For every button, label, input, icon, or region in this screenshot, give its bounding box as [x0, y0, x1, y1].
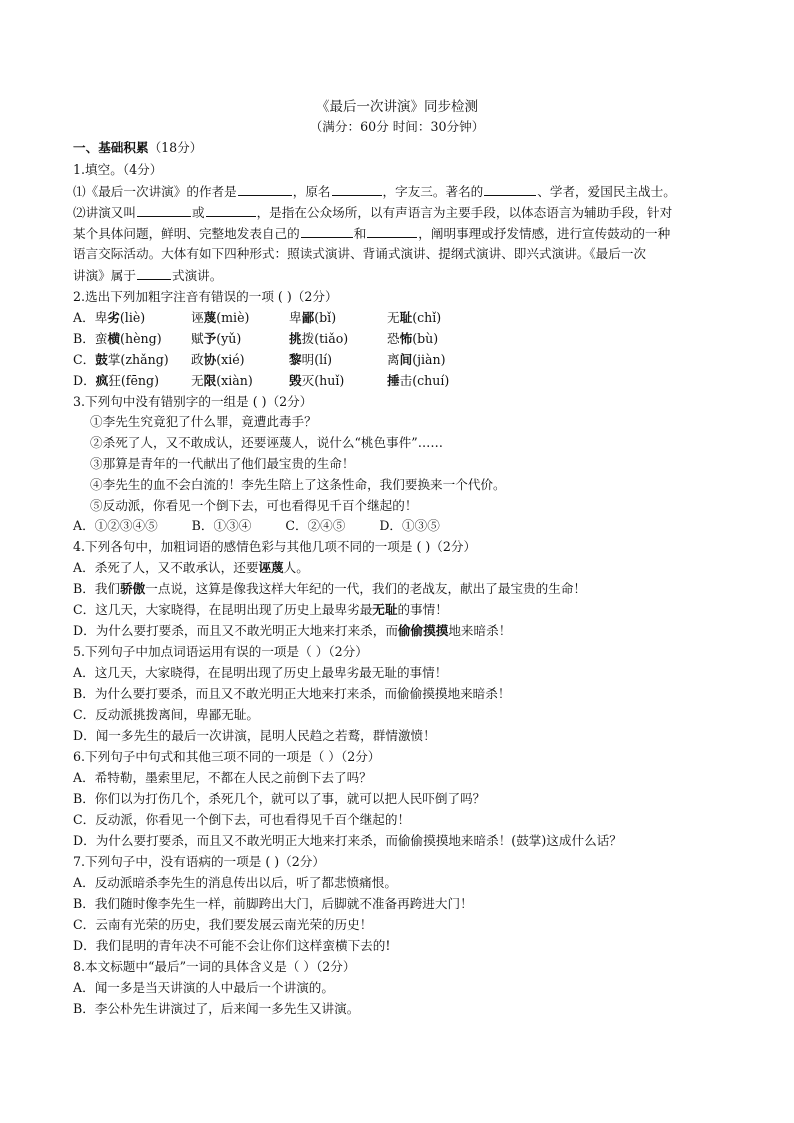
- bold-char: 鼓: [95, 352, 108, 367]
- answer-blank[interactable]: [301, 224, 353, 238]
- q4-option-d[interactable]: [73, 622, 511, 640]
- q4-stem: 4.下列各句中，加粗词语的感情色彩与其他几项不同的一项是 ( )（2分）: [73, 539, 477, 554]
- answer-blank[interactable]: [206, 203, 256, 217]
- page-subtitle: （满分：60分 时间：30分钟）: [309, 119, 485, 134]
- pinyin: 灭(huǐ): [301, 373, 345, 388]
- q7-option-c[interactable]: C．云南有光荣的历史，我们要发展云南光荣的历史！: [73, 917, 373, 932]
- option-text: 地来暗杀！: [448, 623, 512, 638]
- option-text: C．这几天，大家晓得，在昆明出现了历史上最卑劣最: [73, 602, 373, 617]
- q1-p2-text-a: ⑵讲演又叫: [73, 205, 136, 220]
- q1-p2-line4b: 式演讲。: [171, 268, 223, 283]
- pinyin: (liè): [119, 310, 146, 325]
- q4-option-b[interactable]: [73, 580, 586, 598]
- pinyin: (jiàn): [412, 352, 446, 367]
- option-label: C．: [73, 352, 96, 367]
- pinyin: (xiàn): [216, 373, 253, 388]
- q1-p2-line2b: 和: [353, 226, 367, 241]
- option-text: 一点说，这算是像我这样大年纪的一代，我们的老战友，献出了最宝贵的生命！: [145, 581, 587, 596]
- q1-p1-text-d: 、学者，爱国民主战士。: [537, 184, 676, 199]
- pinyin: (chǐ): [412, 310, 442, 325]
- pinyin: (bǐ): [314, 310, 337, 325]
- option-text: 的事情！: [397, 602, 448, 617]
- option-text: A．杀死了人，又不敢承认，还要: [73, 560, 259, 575]
- pinyin: (bù): [412, 331, 439, 346]
- option-a[interactable]: A．①②③④⑤: [73, 518, 158, 533]
- word-text: 无: [387, 310, 400, 325]
- bold-char: 间: [399, 352, 413, 367]
- q1-stem: 1.填空。（4分）: [73, 162, 163, 177]
- q6-option-d[interactable]: D．为什么要打要杀，而且又不敢光明正大地来打来杀，而偷偷摸摸地来暗杀！(鼓掌)这成什么话？: [73, 833, 622, 848]
- q6-option-c[interactable]: C．反动派，你看见一个倒下去，可也看得见千百个继起的！: [73, 812, 411, 827]
- option-item: [289, 309, 387, 327]
- option-item: [73, 351, 191, 369]
- bold-word: 无耻: [372, 602, 398, 617]
- bold-word: 诬蔑: [258, 560, 284, 575]
- q1-part1: [73, 182, 676, 201]
- pinyin: (yǔ): [216, 331, 242, 346]
- q3-item-3: ③那算是青年的一代献出了他们最宝贵的生命！: [90, 456, 355, 471]
- bold-char: 横: [107, 331, 121, 346]
- q5-option-a[interactable]: A．这几天，大家晓得，在昆明出现了历史上最卑劣最无耻的事情！: [73, 665, 448, 680]
- option-item: [191, 330, 289, 348]
- word-text: 蛮: [94, 331, 108, 346]
- answer-blank[interactable]: [137, 266, 171, 280]
- answer-blank[interactable]: [332, 182, 382, 196]
- q7-stem: 7.下列句子中，没有语病的一项是 ( )（2分）: [73, 854, 325, 869]
- word-text: 恐: [387, 331, 400, 346]
- answer-blank[interactable]: [137, 203, 191, 217]
- q1-p2-text-b: 或: [191, 205, 205, 220]
- option-item: [387, 372, 485, 390]
- q2-option-c[interactable]: [73, 351, 485, 369]
- q3-item-1: ①李先生究竟犯了什么罪，竟遭此毒手？: [90, 414, 317, 429]
- q7-option-b[interactable]: B．我们随时像李先生一样，前脚跨出大门，后脚就不准备再跨进大门！: [73, 896, 473, 911]
- q1-p2-line2a: 某个具体问题，鲜明、完整地发表自己的: [73, 226, 300, 241]
- option-item: [387, 351, 485, 369]
- bold-char: 毁: [289, 373, 302, 388]
- bold-char: 劣: [107, 310, 120, 325]
- bold-char: 捶: [387, 373, 400, 388]
- option-item: [73, 372, 191, 390]
- word-text: 诬: [191, 310, 204, 325]
- option-b[interactable]: B．①③④: [191, 518, 252, 533]
- word-text: 无: [191, 373, 204, 388]
- pinyin: 击(chuí): [399, 373, 450, 388]
- bold-char: 耻: [399, 310, 413, 325]
- q3-item-2: ②杀死了人，又不敢成认，还要诬蔑人，说什么“桃色事件”……: [90, 435, 443, 450]
- q2-stem: 2.选出下列加粗字注音有错误的一项 ( )（2分）: [73, 289, 338, 304]
- answer-blank[interactable]: [367, 224, 417, 238]
- option-c[interactable]: C．②④⑤: [285, 518, 346, 533]
- q5-option-d[interactable]: D．闻一多先生的最后一次讲演，昆明人民趋之若鹜，群情激愤！: [73, 728, 436, 743]
- q1-part2-line4: [73, 266, 222, 285]
- bold-char: 疯: [95, 373, 109, 388]
- option-item: [73, 309, 191, 327]
- bold-char: 挑: [289, 331, 302, 346]
- option-item: [387, 309, 485, 327]
- pinyin: 明(lí): [301, 352, 333, 367]
- q7-option-a[interactable]: A．反动派暗杀李先生的消息传出以后，听了都悲愤痛恨。: [73, 875, 397, 890]
- option-item: [289, 372, 387, 390]
- q3-stem: 3.下列句中没有错别字的一组是 ( )（2分）: [73, 394, 313, 409]
- pinyin: (xié): [216, 352, 245, 367]
- bold-char: 蔑: [203, 310, 217, 325]
- bold-char: 予: [203, 331, 217, 346]
- q4-option-a[interactable]: [73, 559, 309, 577]
- pinyin: 拨(tiǎo): [301, 331, 349, 346]
- q8-stem: 8.本文标题中“最后”一词的具体含义是（ ）（2分）: [73, 959, 356, 974]
- q6-option-b[interactable]: B．你们以为打伤几个，杀死几个，就可以了事，就可以把人民吓倒了吗？: [73, 791, 486, 806]
- option-item: [191, 309, 289, 327]
- option-item: [289, 351, 387, 369]
- bold-word: 骄傲: [120, 581, 146, 596]
- page-title: 《最后一次讲演》同步检测: [316, 99, 478, 115]
- q5-option-b[interactable]: B．为什么要打要杀，而且又不敢光明正大地来打来杀，而偷偷摸摸地来暗杀！: [73, 686, 511, 701]
- answer-blank[interactable]: [484, 182, 536, 196]
- option-item: [289, 330, 387, 348]
- q1-p1-text-c: ，字友三。著名的: [382, 184, 484, 199]
- q1-p2-line4a: 讲演》属于: [73, 268, 136, 283]
- option-item: [387, 330, 485, 348]
- option-text: D．为什么要打要杀，而且又不敢光明正大地来打来杀，而: [73, 623, 398, 638]
- section-heading-text: 一、基础积累: [73, 140, 149, 155]
- option-label: B．: [73, 331, 95, 346]
- bold-char: 怖: [399, 331, 413, 346]
- word-text: 政: [191, 352, 204, 367]
- option-label: D．: [73, 373, 96, 388]
- word-text: 卑: [289, 310, 302, 325]
- word-text: 离: [387, 352, 400, 367]
- option-d[interactable]: D．①③⑤: [379, 518, 440, 533]
- q1-part2-line2: [73, 224, 670, 243]
- q3-options: [73, 517, 474, 535]
- answer-blank[interactable]: [238, 182, 292, 196]
- option-item: [73, 330, 191, 348]
- pinyin: (miè): [216, 310, 250, 325]
- pinyin: (hèng): [120, 331, 162, 346]
- section-heading: [73, 139, 202, 157]
- q1-p1-text-a: ⑴《最后一次讲演》的作者是: [73, 184, 237, 199]
- q5-option-c[interactable]: C．反动派挑拨离间，卑鄙无耻。: [73, 707, 259, 722]
- bold-char: 黎: [289, 352, 302, 367]
- option-text: 人。: [283, 560, 309, 575]
- q6-option-a[interactable]: A．希特勒，墨索里尼，不都在人民之前倒下去了吗？: [73, 770, 372, 785]
- option-label: A．: [73, 310, 95, 325]
- bold-char: 限: [203, 373, 217, 388]
- option-text: B．我们: [73, 581, 121, 596]
- q2-option-d[interactable]: [73, 372, 485, 390]
- q6-stem: 6.下列句子中句式和其他三项不同的一项是（ ）（2分）: [73, 749, 381, 764]
- bold-char: 协: [203, 352, 217, 367]
- option-item: [191, 351, 289, 369]
- q1-p2-text-c: ，是指在公众场所，以有声语言为主要手段，以体态语言为辅助手段，针对: [256, 205, 673, 220]
- word-text: 卑: [94, 310, 108, 325]
- pinyin: 狂(fēng): [108, 373, 160, 388]
- q7-option-d[interactable]: D．我们昆明的青年决不可能不会让你们这样蛮横下去的!: [73, 938, 391, 953]
- q3-item-4: ④李先生的血不会白流的！李先生陪上了这条性命，我们要换来一个代价。: [90, 477, 506, 492]
- q8-option-b[interactable]: B．李公朴先生讲演过了，后来闻一多先生又讲演。: [73, 1001, 360, 1016]
- q2-option-b[interactable]: [73, 330, 485, 348]
- q1-p1-text-b: ，原名: [292, 184, 331, 199]
- q8-option-a[interactable]: A．闻一多是当天讲演的人中最后一个讲演的。: [73, 980, 334, 995]
- q4-option-c[interactable]: [73, 601, 448, 619]
- bold-char: 鄙: [301, 310, 315, 325]
- q3-item-5: ⑤反动派，你看见一个倒下去，可也看得见千百个继起的！: [90, 498, 418, 513]
- q1-part2-line1: [73, 203, 672, 222]
- q5-stem: 5.下列句子中加点词语运用有误的一项是（ ）（2分）: [73, 644, 368, 659]
- section-points: （18分）: [148, 140, 203, 155]
- q1-part2-line3: 语言交际活动。大体有如下四种形式：照读式演讲、背诵式演讲、提纲式演讲、即兴式演讲。《最后一次: [73, 246, 647, 261]
- option-item: [191, 372, 289, 390]
- q1-p2-line2c: ，阐明事理或抒发情感，进行宣传鼓动的一种: [418, 226, 671, 241]
- pinyin: 掌(zhǎng): [107, 352, 169, 367]
- q2-option-a[interactable]: [73, 309, 485, 327]
- bold-word: 偷偷摸摸: [397, 623, 449, 638]
- word-text: 赋: [191, 331, 204, 346]
